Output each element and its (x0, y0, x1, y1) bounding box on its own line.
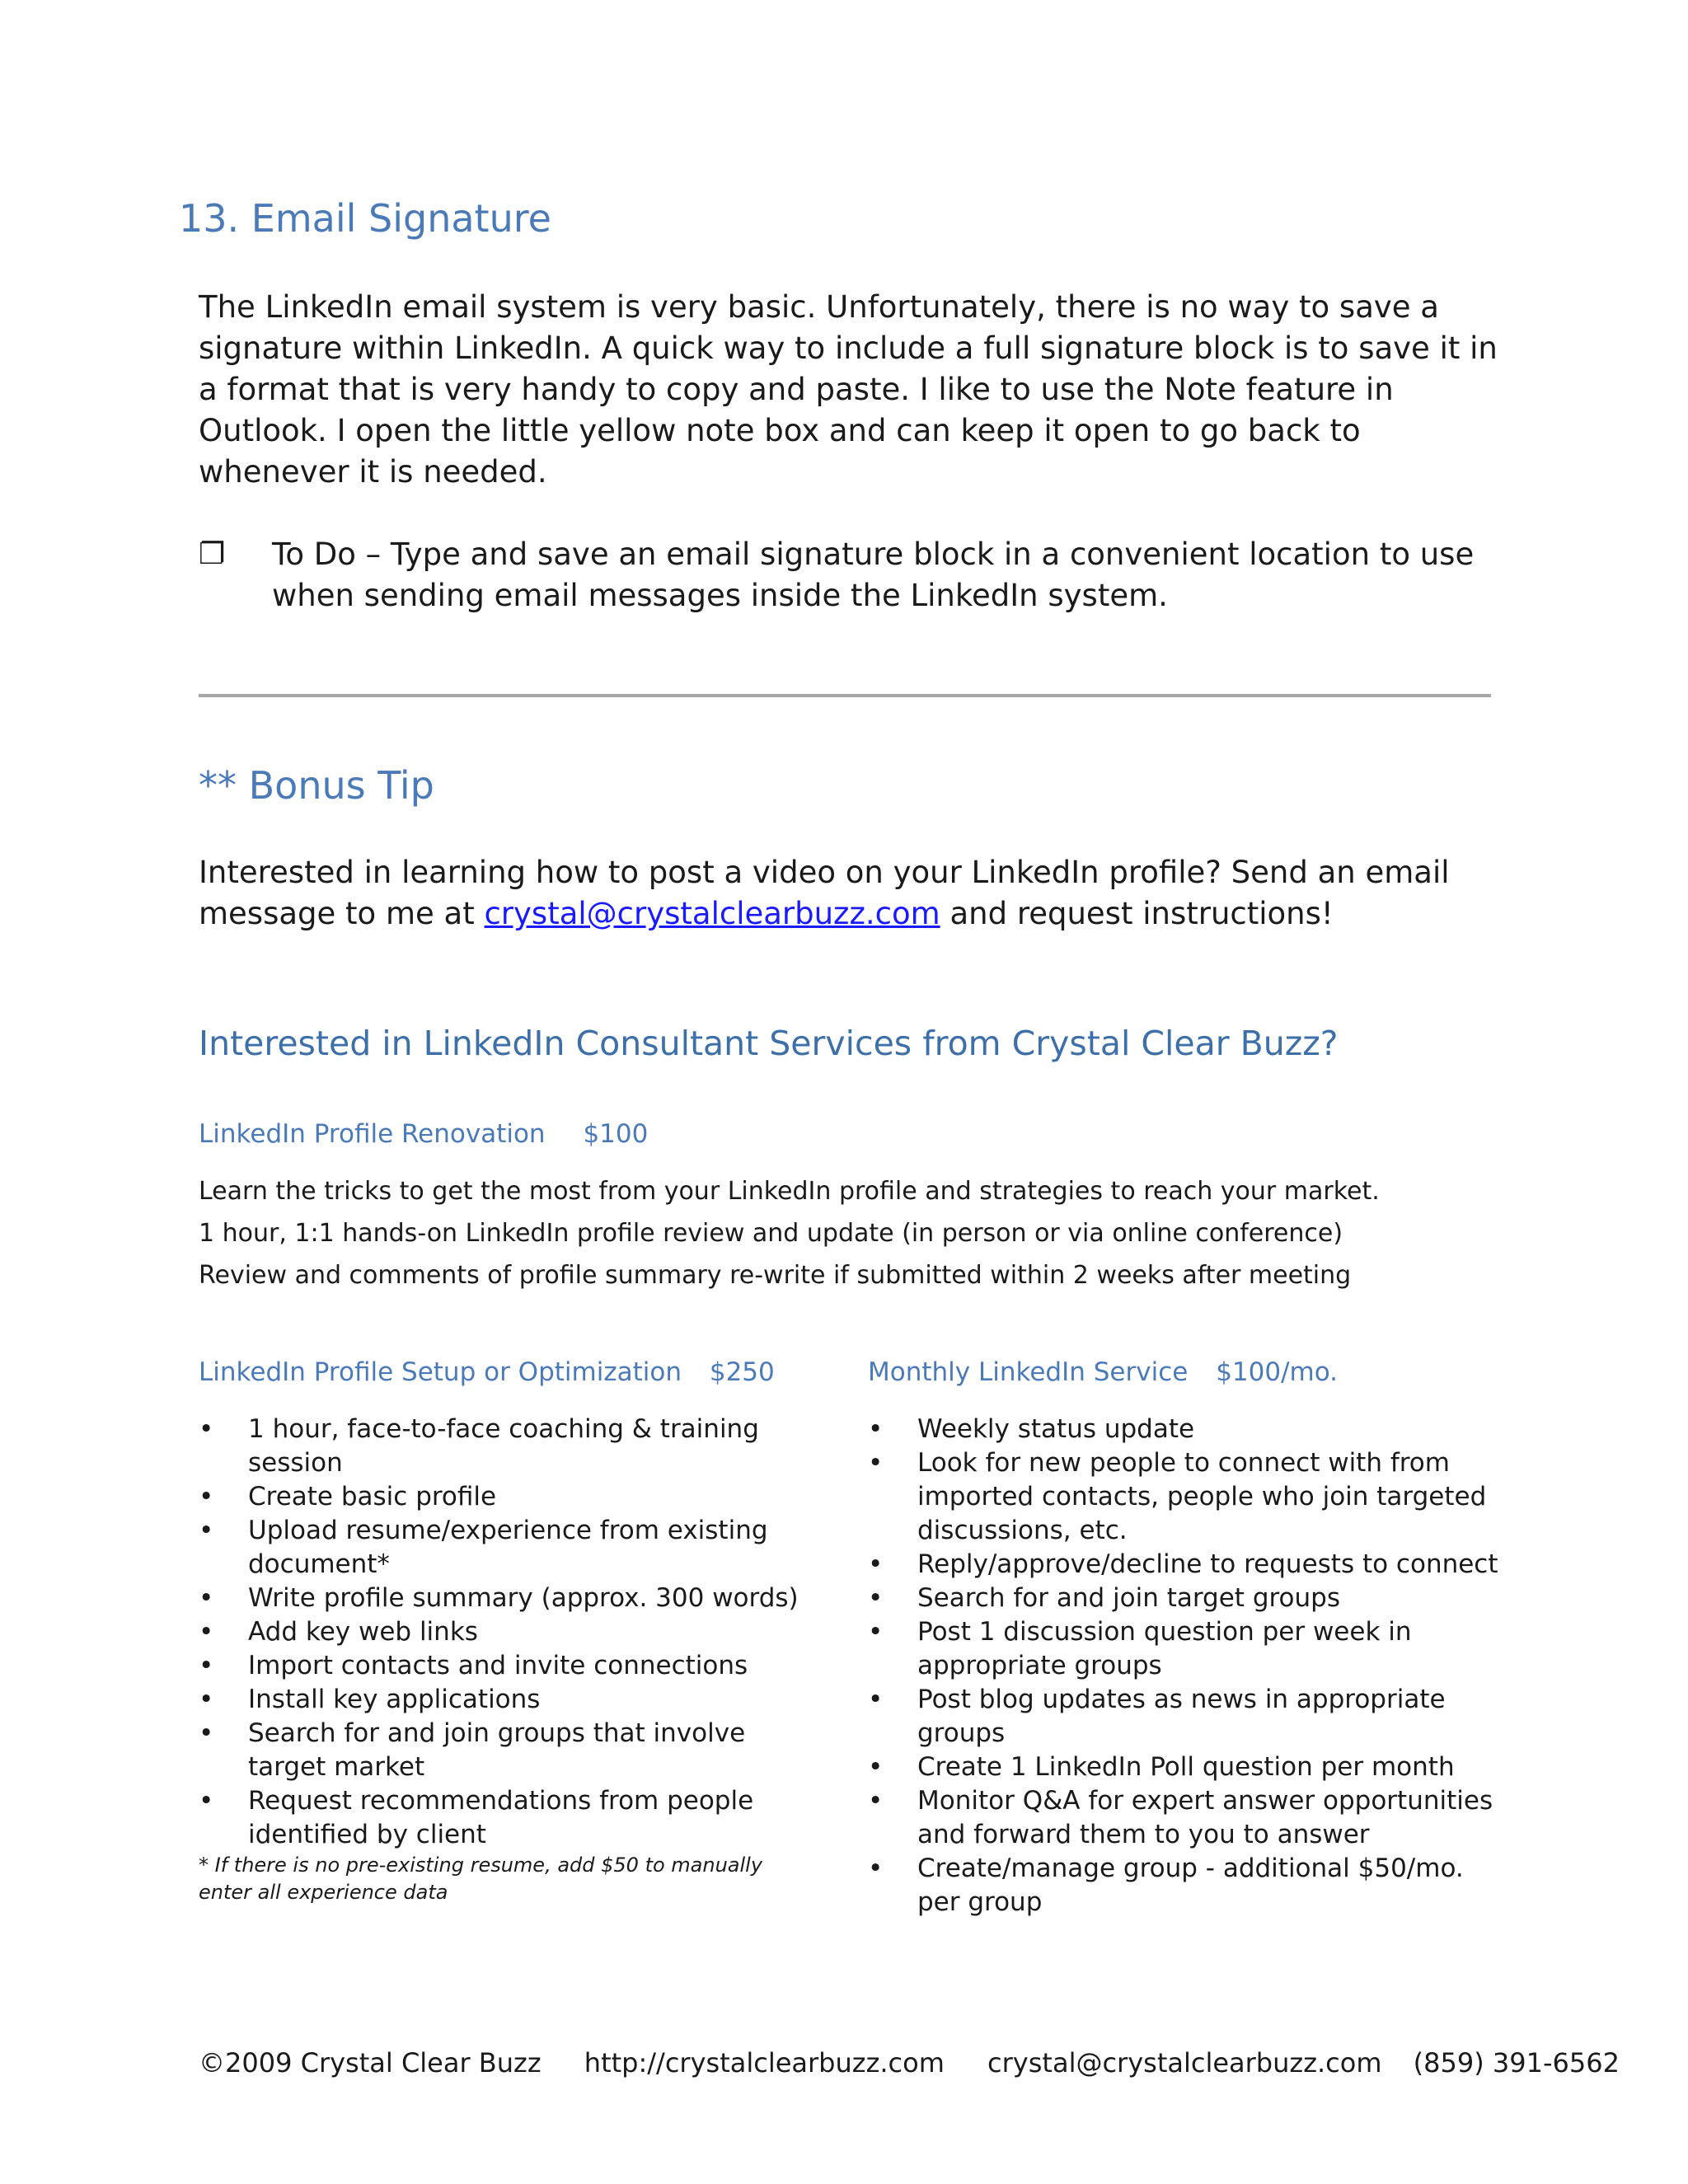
divider (199, 694, 1491, 697)
list-item: • Create/manage group - additional $50/mo. per group (868, 1852, 1503, 1919)
monthly-title (868, 1357, 1338, 1387)
renovation-title-text: LinkedIn Profile Renovation (199, 1119, 546, 1149)
monthly-list (868, 1413, 1503, 1919)
list-item: • Weekly status update (868, 1413, 1503, 1446)
renovation-line: 1 hour, 1:1 hands-on LinkedIn profile review and update (in person or via online conference) (199, 1219, 1343, 1248)
email-link[interactable]: crystal@crystalclearbuzz.com (484, 896, 940, 931)
checkbox-icon[interactable]: ❐ (199, 537, 226, 571)
list-item: • Install key applications (199, 1683, 825, 1717)
monthly-title-text: Monthly LinkedIn Service (868, 1357, 1189, 1387)
setup-footnote: * If there is no pre-existing resume, add $50 to manually enter all experience data (199, 1854, 763, 1904)
bonus-text-before: Interested in learning how to post a video on your LinkedIn profile? Send an email message to me at (199, 855, 1450, 931)
list-item: • Search for and join target groups (868, 1582, 1503, 1615)
setup-price: $250 (709, 1357, 775, 1387)
section-heading: 13. Email Signature (179, 196, 551, 241)
renovation-price: $100 (583, 1119, 649, 1149)
list-item: • Reply/approve/decline to requests to connect (868, 1548, 1503, 1582)
list-item: • Request recommendations from people identified by client (199, 1784, 825, 1852)
list-item: • Add key web links (199, 1615, 825, 1649)
renovation-line: Learn the tricks to get the most from your LinkedIn profile and strategies to reach your market. (199, 1177, 1380, 1206)
renovation-title (199, 1119, 648, 1149)
setup-title-text: LinkedIn Profile Setup or Optimization (199, 1357, 682, 1387)
list-item: • Create 1 LinkedIn Poll question per month (868, 1750, 1503, 1784)
list-item: • Create basic profile (199, 1480, 825, 1514)
footer-phone: (859) 391-6562 (1413, 2047, 1620, 2079)
footer (199, 2047, 1654, 2079)
setup-column (199, 1413, 825, 1906)
footer-email[interactable]: crystal@crystalclearbuzz.com (987, 2047, 1382, 2079)
list-item: • Import contacts and invite connections (199, 1649, 825, 1683)
footer-copyright: ©2009 Crystal Clear Buzz (199, 2047, 542, 2079)
renovation-lines (199, 1170, 1501, 1296)
todo-text: To Do – Type and save an email signature block in a convenient location to use when sending email messages inside the LinkedIn system. (272, 537, 1475, 613)
list-item: • Search for and join groups that involve target market (199, 1717, 825, 1784)
bonus-text-after: and request instructions! (940, 896, 1334, 931)
setup-list (199, 1413, 825, 1852)
section-paragraph: The LinkedIn email system is very basic. Unfortunately, there is no way to save a signature within LinkedIn. A quick way to include a full signature block is to save it in a format that is very handy to copy and paste. I like to use the Note feature in Outlook. I open the little yellow note box and can keep it open to go back to whenever it is needed. (199, 289, 1498, 490)
monthly-price: $100/mo. (1216, 1357, 1338, 1387)
bonus-paragraph (199, 852, 1484, 935)
renovation-line: Review and comments of profile summary re-write if submitted within 2 weeks after meeting (199, 1261, 1352, 1290)
list-item: • Write profile summary (approx. 300 words) (199, 1582, 825, 1615)
list-item: • Look for new people to connect with from imported contacts, people who join targeted discussions, etc. (868, 1446, 1503, 1548)
setup-title (199, 1357, 775, 1387)
list-item: • Post blog updates as news in appropriate groups (868, 1683, 1503, 1750)
services-heading: Interested in LinkedIn Consultant Services from Crystal Clear Buzz? (199, 1024, 1339, 1063)
list-item: • Upload resume/experience from existing document* (199, 1514, 825, 1582)
list-item: • Post 1 discussion question per week in appropriate groups (868, 1615, 1503, 1683)
bonus-heading: ** Bonus Tip (199, 763, 434, 808)
footer-website[interactable]: http://crystalclearbuzz.com (584, 2047, 945, 2079)
list-item: • 1 hour, face-to-face coaching & training session (199, 1413, 825, 1480)
monthly-column (868, 1413, 1503, 1919)
list-item: • Monitor Q&A for expert answer opportunities and forward them to you to answer (868, 1784, 1503, 1852)
